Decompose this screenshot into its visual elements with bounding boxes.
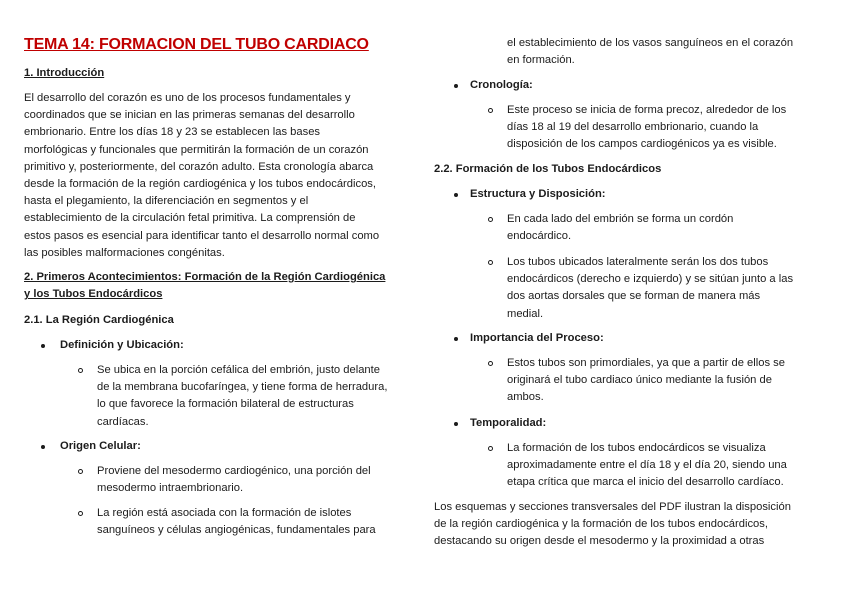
sub-bullet-line: Este proceso se inicia de forma precoz, alrededor de los: [507, 104, 787, 116]
sub-bullet-line: ambos.: [507, 391, 544, 404]
sub-bullet-ring: [78, 469, 83, 474]
bullet-importancia: [434, 330, 814, 347]
intro-line: morfológicas y funcionales que permitirán la formación de un corazón: [24, 143, 369, 156]
bullet-dot: [454, 84, 458, 88]
sub-bullet-ring: [488, 446, 493, 451]
sub-bullet-ring: [488, 217, 493, 222]
bullet-estructura: [434, 186, 814, 203]
sub-bullet-line: de la membrana bucofaríngea, y tiene forma de herradura,: [97, 381, 388, 394]
document-title: TEMA 14: FORMACION DEL TUBO CARDIACO: [24, 36, 369, 53]
intro-line: El desarrollo del corazón es uno de los procesos fundamentales y: [24, 92, 351, 104]
intro-line: estos pasos es esencial para identificar tanto el desarrollo normal como: [24, 229, 380, 242]
sub-bullet-line: endocárdico.: [507, 230, 572, 243]
sub-bullet-ubicacion: [24, 362, 404, 431]
bullet-label: Origen Celular:: [60, 440, 141, 452]
sub-bullet-line: sanguíneos y células angiogénicas, fundamentales para: [97, 524, 376, 537]
intro-line: establecimiento de la circulación fetal primitiva. La comprensión de: [24, 212, 356, 225]
sub-bullet-line: en formación.: [507, 54, 575, 67]
sub-bullet-line: Proviene del mesodermo cardiogénico, una porción del: [97, 465, 371, 477]
bullet-dot: [454, 337, 458, 341]
sub-bullet-line: lo que favorece la formación bilateral de estructuras: [97, 398, 354, 411]
sub-bullet-cordon: [434, 211, 814, 245]
sub-bullet-importancia: [434, 355, 814, 407]
sub-bullet-ring: [488, 361, 493, 366]
intro-line: las posibles malformaciones congénitas.: [24, 246, 225, 259]
sub-bullet-line: etapa crítica que marca el inicio del desarrollo cardíaco.: [507, 476, 784, 489]
section-2-heading-line: 2. Primeros Acontecimientos: Formación de la Región Cardiogénica: [24, 271, 386, 283]
sub-bullet-line: cardíacas.: [97, 415, 149, 428]
bullet-label: Definición y Ubicación:: [60, 339, 184, 351]
closing-line: de la región cardiogénica y la formación de los tubos endocárdicos,: [434, 518, 768, 531]
sub-bullet-mesodermo: [24, 463, 404, 497]
closing-paragraph: [434, 499, 824, 551]
sub-bullet-line: mesodermo intraembrionario.: [97, 482, 244, 495]
continued-lines: [434, 35, 814, 69]
sub-bullet-cronologia: [434, 102, 814, 154]
section-2-heading: [24, 269, 404, 303]
intro-line: embrionario. Entre los días 18 y 23 se establecen las bases: [24, 126, 321, 139]
bullet-label: Importancia del Proceso:: [470, 332, 604, 344]
sub-bullet-line: Los tubos ubicados lateralmente serán los dos tubos: [507, 256, 769, 268]
subsection-2-2-heading: 2.2. Formación de los Tubos Endocárdicos: [434, 163, 662, 175]
intro-paragraph: [24, 90, 404, 262]
sub-bullet-line: endocárdicos (derecho e izquierdo) y se sitúan junto a las: [507, 273, 794, 286]
bullet-dot: [41, 445, 45, 449]
bullet-label: Estructura y Disposición:: [470, 188, 606, 200]
closing-line: destacando su origen desde el mesodermo y la proximidad a otras: [434, 535, 765, 548]
sub-bullet-tubos: [434, 254, 814, 323]
sub-bullet-temporalidad: [434, 440, 814, 492]
sub-bullet-line: disposición de los campos cardiogénicos ya es visible.: [507, 138, 777, 151]
sub-bullet-line: Estos tubos son primordiales, ya que a partir de ellos se: [507, 357, 785, 369]
bullet-label: Cronología:: [470, 79, 533, 91]
sub-bullet-line: La región está asociada con la formación de islotes: [97, 507, 352, 519]
bullet-dot: [41, 344, 45, 348]
intro-heading: 1. Introducción: [24, 67, 105, 79]
intro-line: hasta el plegamiento, la diferenciación en segmentos y el: [24, 195, 309, 208]
sub-bullet-line: medial.: [507, 307, 544, 320]
sub-bullet-islotes: [24, 505, 404, 539]
section-2-heading-line: y los Tubos Endocárdicos: [24, 288, 163, 301]
intro-line: desde la formación de la región cardiogénica y los tubos endocárdicos,: [24, 178, 376, 191]
sub-bullet-line: La formación de los tubos endocárdicos se visualiza: [507, 442, 766, 454]
sub-bullet-ring: [78, 368, 83, 373]
sub-bullet-ring: [488, 260, 493, 265]
intro-line: coordinados que se inician en las primeras semanas del desarrollo: [24, 109, 355, 122]
subsection-2-1-heading: 2.1. La Región Cardiogénica: [24, 314, 174, 326]
bullet-temporalidad: [434, 415, 814, 432]
bullet-label: Temporalidad:: [470, 417, 547, 429]
sub-bullet-line: el establecimiento de los vasos sanguíneos en el corazón: [507, 37, 794, 49]
sub-bullet-ring: [488, 108, 493, 113]
bullet-dot: [454, 193, 458, 197]
sub-bullet-line: En cada lado del embrión se forma un cordón: [507, 213, 734, 225]
bullet-origen: [24, 438, 404, 455]
bullet-cronologia: [434, 77, 814, 94]
sub-bullet-line: originará el tubo cardiaco único mediante la fusión de: [507, 374, 772, 387]
sub-bullet-ring: [78, 511, 83, 516]
sub-bullet-line: Se ubica en la porción cefálica del embrión, justo delante: [97, 364, 380, 376]
sub-bullet-line: dos aortas dorsales que se forman de manera más: [507, 290, 761, 303]
bullet-dot: [454, 422, 458, 426]
sub-bullet-line: aproximadamente entre el día 18 y el día 20, siendo una: [507, 459, 787, 472]
sub-bullet-line: días 18 al 19 del desarrollo embrionario, cuando la: [507, 121, 759, 134]
closing-line: Los esquemas y secciones transversales del PDF ilustran la disposición: [434, 501, 791, 513]
intro-line: primitivo y, posteriormente, del corazón adulto. Esta cronología abarca: [24, 160, 374, 173]
bullet-definicion: [24, 337, 404, 354]
